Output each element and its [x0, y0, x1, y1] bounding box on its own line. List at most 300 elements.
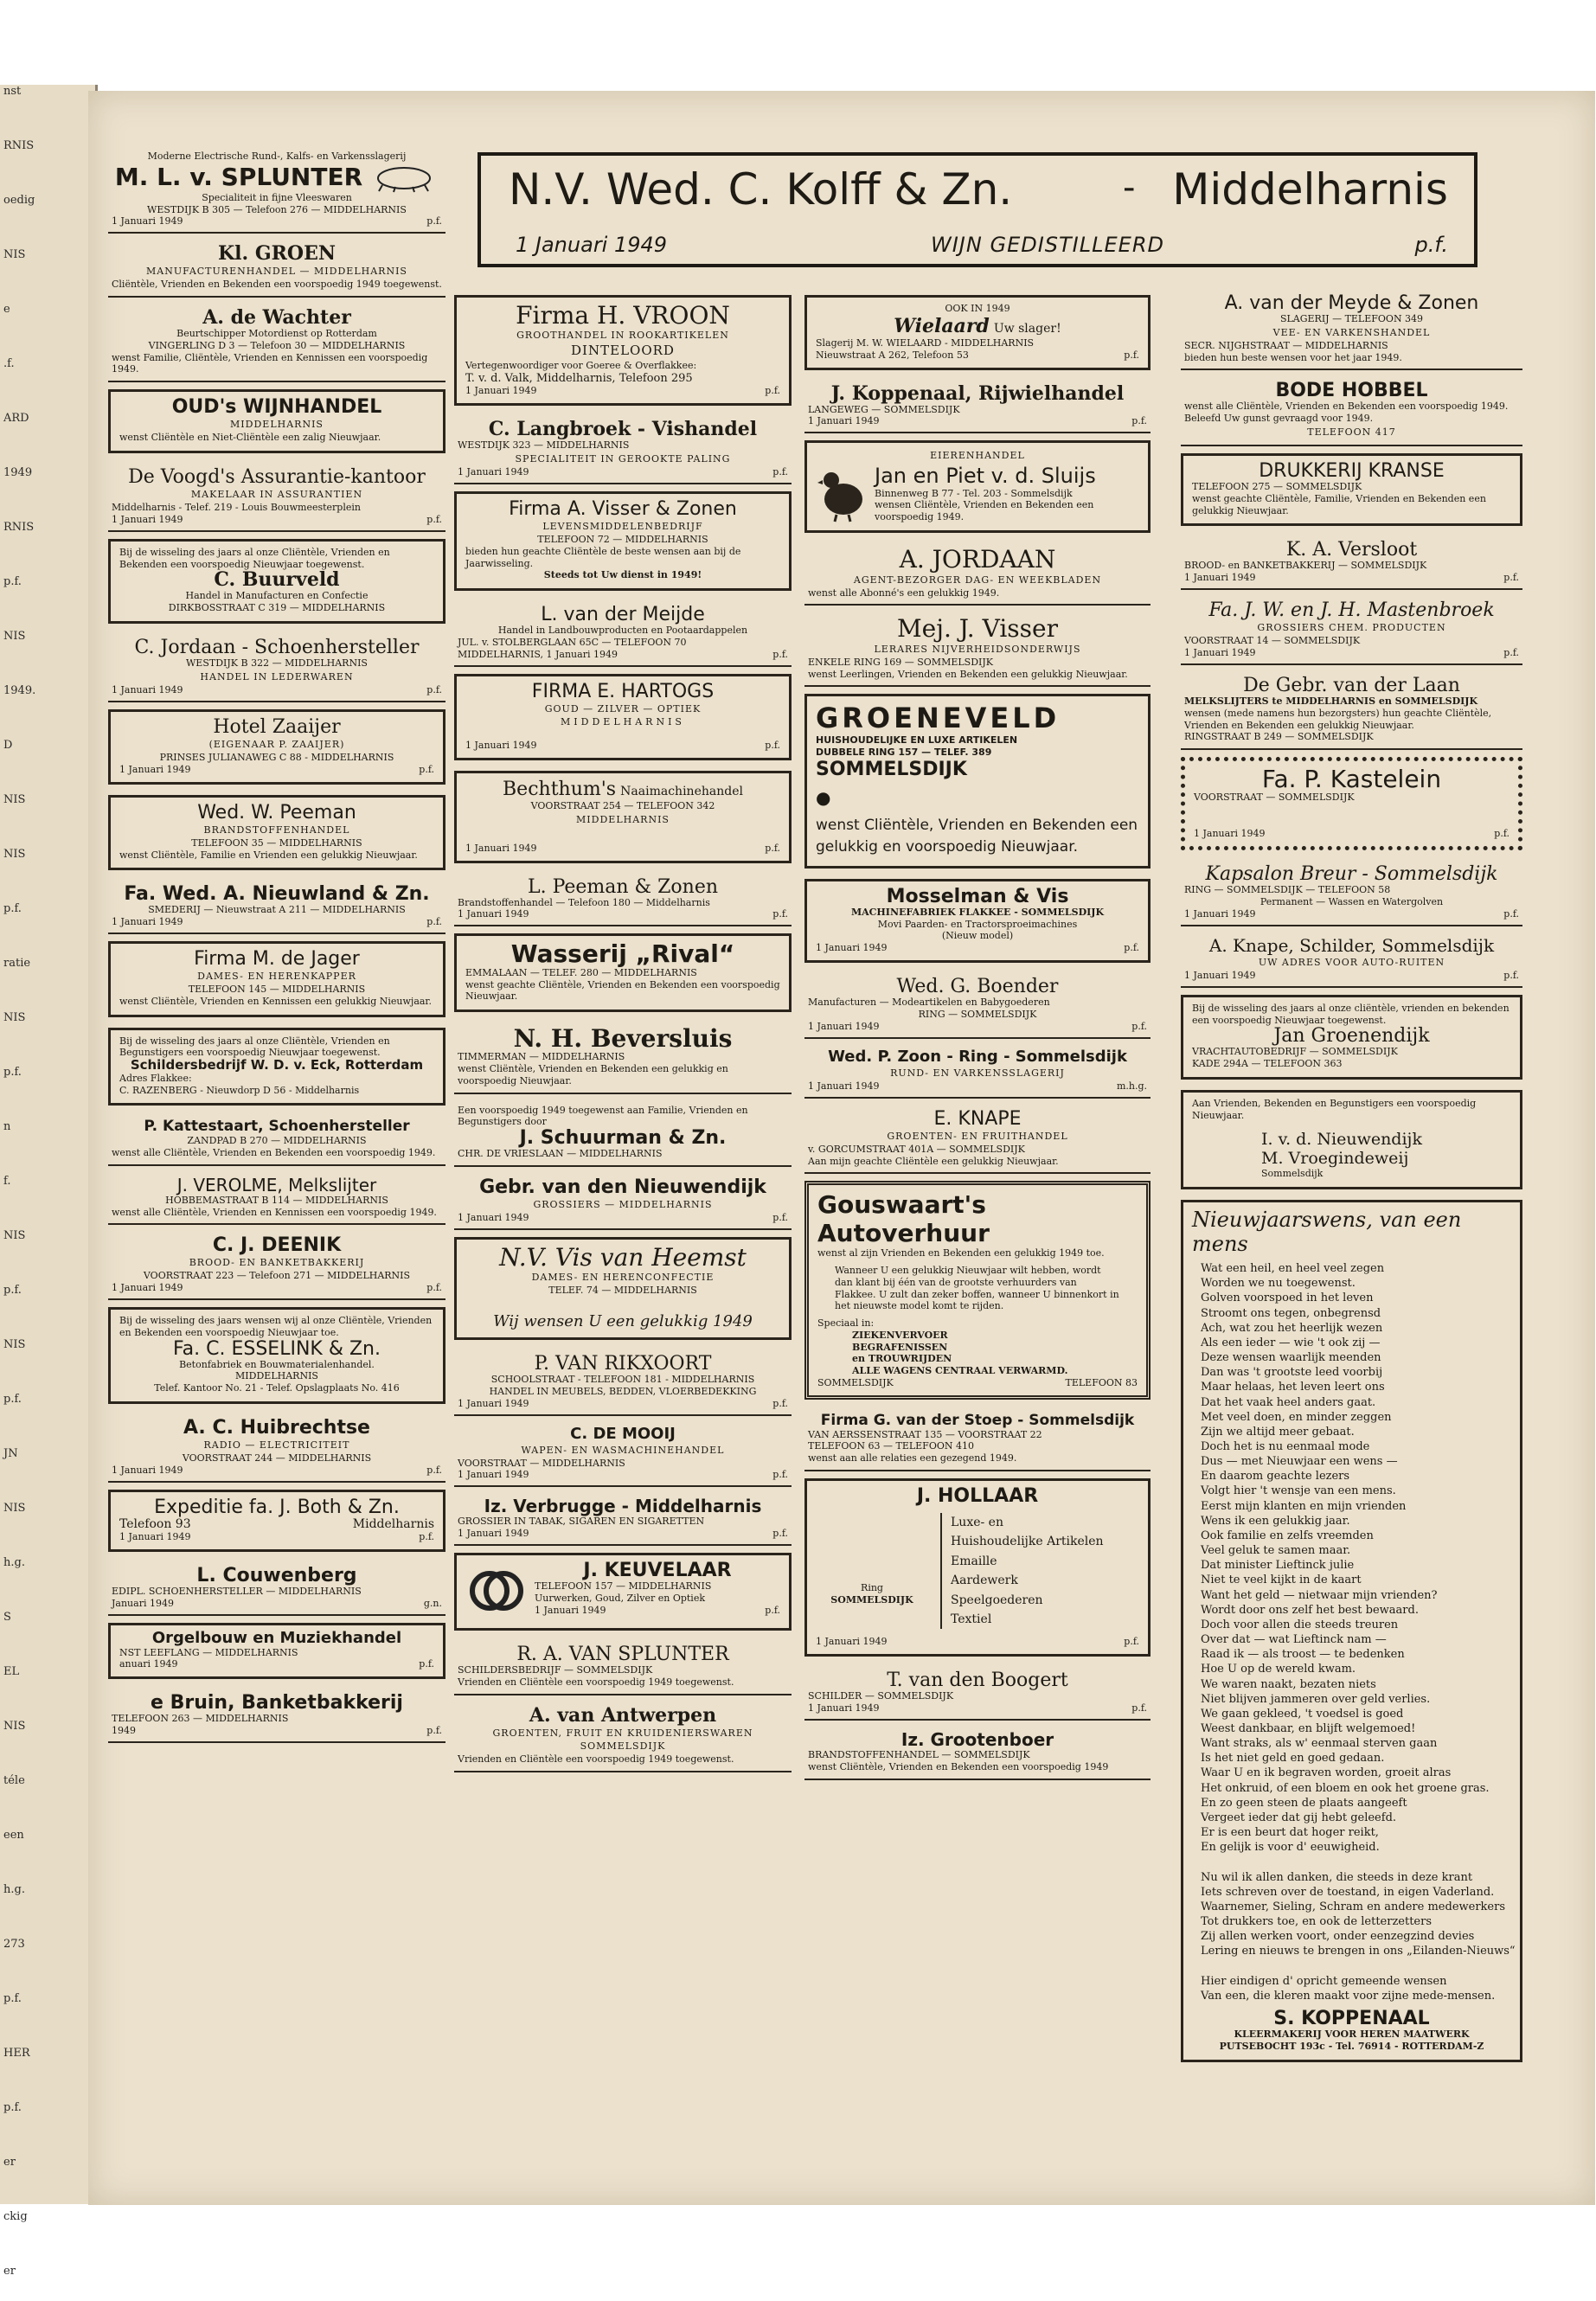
- ad-meijde: [454, 601, 792, 667]
- ad-sub: GROSSIERS — MIDDELHARNIS: [533, 1199, 713, 1211]
- ad-buurveld: [108, 539, 445, 624]
- ad-place: SOMMELSDIJK: [817, 1376, 894, 1388]
- ad-pf: p.f.: [1124, 349, 1139, 361]
- ad-name: Wielaard: [894, 314, 990, 337]
- ad-name: L. Peeman & Zonen: [527, 875, 719, 898]
- ad-sub: MANUFACTURENHANDEL — MIDDELHARNIS: [146, 266, 407, 278]
- ad-date: 1 Januari 1949: [458, 1397, 529, 1409]
- ad-text: Manufacturen — Modeartikelen en Babygoederen: [808, 997, 1050, 1009]
- ad-text: Ring: [861, 1581, 883, 1593]
- ad-breur: [1181, 861, 1522, 926]
- ad-text: ALLE WAGENS CENTRAAL VERWARMD.: [852, 1365, 1068, 1377]
- poem-line: Want straks, als w' eenmaal sterven gaan: [1201, 1737, 1438, 1751]
- ad-sub: EIERENHANDEL: [930, 450, 1025, 462]
- poem-line: Van een, die kleren maakt voor zijne mede-mensen.: [1201, 1989, 1496, 2003]
- ad-address: TELEFOON 417: [1307, 426, 1396, 438]
- ad-sub: DAMES- EN HERENKAPPER: [197, 971, 356, 983]
- poem-line: We gaan gekleed, 't voedsel is goed: [1201, 1707, 1404, 1721]
- prev-page-fragment: n: [3, 1120, 11, 1133]
- ad-address: BRANDSTOFFENHANDEL — SOMMELSDIJK: [808, 1749, 1030, 1761]
- ad-sub: RADIO — ELECTRICITEIT: [203, 1439, 350, 1452]
- ad-oud-wijnhandel: [108, 389, 445, 453]
- ad-text: Betonfabriek en Bouwmaterialenhandel.: [179, 1358, 375, 1370]
- ad-name: M. L. v. SPLUNTER: [114, 163, 363, 192]
- ad-date: 1 Januari 1949: [465, 385, 537, 397]
- prev-page-fragment: NIS: [3, 1229, 26, 1242]
- list-item: Speelgoederen: [951, 1593, 1043, 1607]
- prev-page-fragment: ratie: [3, 957, 31, 970]
- poem-line: Waarnemer, Sieling, Schram en andere medewerkers: [1201, 1900, 1506, 1913]
- ad-pf: m.h.g.: [1116, 1080, 1147, 1092]
- ad-address: WESTDIJK B 305 — Telefoon 276 — MIDDELHARNIS: [147, 203, 407, 215]
- ad-name: Fa. J. W. en J. H. Mastenbroek: [1208, 599, 1495, 622]
- ad-sub: GROSSIERS CHEM. PRODUCTEN: [1257, 622, 1446, 634]
- ad-pf: p.f.: [772, 1528, 788, 1540]
- ad-date: 1 Januari 1949: [458, 908, 529, 920]
- poem-line: Hier eindigen d' opricht gemeende wensen: [1201, 1974, 1447, 1988]
- ad-hollaar: [804, 1478, 1151, 1657]
- poem-line: Lering en nieuws te brengen in ons „Eilanden-Nieuws“: [1201, 1945, 1516, 1958]
- prev-page-fragment: f.: [3, 1175, 11, 1188]
- ad-name: A. de Wachter: [202, 306, 351, 330]
- prev-page-fragment: e: [3, 303, 10, 316]
- ad-name: Hotel Zaaijer: [213, 715, 341, 738]
- ad-name: Mej. J. Visser: [897, 614, 1058, 644]
- ad-text: T. v. d. Valk, Middelharnis, Telefoon 295: [465, 372, 693, 386]
- ad-address: SECR. NIJGHSTRAAT — MIDDELHARNIS: [1184, 339, 1388, 351]
- ad-text: Telefoon 93: [119, 1516, 191, 1531]
- ad-name: Fa. C. ESSELINK & Zn.: [173, 1337, 381, 1360]
- ad-date: 1 Januari 1949: [1184, 969, 1256, 981]
- ad-name: Jan en Piet v. d. Sluijs: [875, 463, 1096, 488]
- poem-line: Nu wil ik allen danken, die steeds in deze krant: [1201, 1870, 1473, 1884]
- ad-name: Kapsalon Breur - Sommelsdijk: [1205, 863, 1498, 886]
- ad-meyde: [1181, 290, 1522, 370]
- header-pf: p.f.: [1414, 233, 1448, 257]
- ad-date: 1 Januari 1949: [1184, 572, 1256, 584]
- prev-page-fragment: S: [3, 1611, 11, 1624]
- ad-place: SOMMELSDIJK: [580, 1740, 666, 1752]
- ad-name: Wed. G. Boender: [896, 976, 1059, 998]
- poem-line: Dat minister Lieftinck julie: [1201, 1559, 1355, 1573]
- ad-wachter: [108, 304, 445, 382]
- ad-text: wenst alle Cliëntèle, Vrienden en Bekenden een voorspoedig 1949.: [1184, 401, 1509, 413]
- ad-address: TELEFOON 72 — MIDDELHARNIS: [537, 534, 708, 546]
- ad-address: TELEFOON 145 — MIDDELHARNIS: [188, 984, 366, 996]
- ad-nieuwland: [108, 881, 445, 934]
- ad-sub: GROSSIER IN TABAK, SIGAREN EN SIGARETTEN: [458, 1516, 705, 1528]
- poem-line: Wordt door ons zelf het best bewaard.: [1201, 1603, 1419, 1617]
- ad-text: wenst Cliëntèle, Vrienden en Bekenden een gelukkig en voorspoedig Nieuwjaar.: [816, 816, 1138, 856]
- ad-date: 1 Januari 1949: [458, 1212, 529, 1224]
- prev-page-fragment: p.f.: [3, 1284, 22, 1297]
- ad-text: Bij de wisseling des jaars wensen wij al onze Cliëntèle, Vrienden en Bekenden een voorspoedig Nieuwjaar toe.: [119, 1315, 433, 1338]
- ad-sub: UW ADRES VOOR AUTO-RUITEN: [1258, 956, 1445, 968]
- prev-page-fragment: NIS: [3, 1338, 26, 1351]
- ad-text: MACHINEFABRIEK FLAKKEE - SOMMELSDIJK: [850, 906, 1105, 918]
- ad-bechthum: [454, 771, 792, 863]
- list-item: Textiel: [951, 1612, 992, 1626]
- poem-line: [1201, 1958, 1503, 1973]
- ad-date: 1 Januari 1949: [112, 513, 183, 525]
- hollaar-items: [940, 1513, 1104, 1629]
- list-item: Luxe- en: [951, 1515, 1003, 1529]
- ad-keuvelaar: [454, 1553, 792, 1631]
- ad-vroegindeweij: [1181, 1090, 1522, 1189]
- ad-name: GROENEVELD: [816, 702, 1061, 735]
- header-city: Middelharnis: [1172, 164, 1448, 215]
- ad-gebr-nieuwendijk: [454, 1174, 792, 1230]
- poem-line: En zo geen steen de plaats aangeeft: [1201, 1796, 1407, 1810]
- poem-line: Als een ieder — wie 't ook zij —: [1201, 1336, 1381, 1349]
- ad-text: Adres Flakkee:: [119, 1072, 192, 1084]
- prev-page-fragment: p.f.: [3, 1393, 22, 1406]
- ad-pf: p.f.: [1124, 1636, 1139, 1648]
- prev-page-fragment: p.f.: [3, 1066, 22, 1079]
- ad-date: 1 Januari 1949: [816, 1636, 888, 1648]
- ad-name: Wed. P. Zoon - Ring - Sommelsdijk: [828, 1047, 1127, 1066]
- ad-address: WESTDIJK 323 — MIDDELHARNIS: [458, 439, 630, 452]
- ad-name: FIRMA E. HARTOGS: [531, 680, 715, 702]
- poem-line: Zij allen werken voort, onder eenzegzind devies: [1201, 1930, 1475, 1944]
- ad-address: VRACHTAUTOBEDRIJF — SOMMELSDIJK: [1192, 1046, 1398, 1058]
- ad-sub: LEVENSMIDDELENBEDRIJF: [542, 521, 703, 533]
- ad-sub: LERARES NIJVERHEIDSONDERWIJS: [874, 643, 1081, 655]
- ad-laan: [1181, 672, 1522, 750]
- ad-name: I. v. d. Nieuwendijk: [1261, 1130, 1422, 1150]
- poem-line: Is het niet geld en goed gedaan.: [1201, 1752, 1385, 1766]
- ad-date: 1 Januari 1949: [1194, 828, 1266, 840]
- ad-pf: p.f.: [1131, 415, 1147, 427]
- prev-page-fragment: NIS: [3, 248, 26, 261]
- ad-pf: p.f.: [772, 648, 788, 660]
- ad-voogd: [108, 464, 445, 532]
- ad-gouswaart: [804, 1181, 1151, 1400]
- ad-name: K. A. Versloot: [1285, 539, 1418, 561]
- ad-pf: p.f.: [1124, 942, 1139, 954]
- ad-address: Middelharnis - Telef. 219 - Louis Bouwmeesterplein: [112, 502, 361, 514]
- ad-address: CHR. DE VRIESLAAN — MIDDELHARNIS: [458, 1148, 663, 1160]
- ad-pf: p.f.: [1503, 969, 1519, 981]
- ad-text: en TROUWRIJDEN: [852, 1353, 952, 1365]
- ad-address: HOBBEMASTRAAT B 114 — MIDDELHARNIS: [165, 1194, 388, 1206]
- ad-text: Bij de wisseling des jaars al onze Cliëntèle, Vrienden en Bekenden een voorspoedig Nieuwjaar toegewenst.: [119, 546, 390, 570]
- ad-address: TELEFOON 83: [1065, 1376, 1138, 1388]
- ad-name: Firma H. VROON: [516, 301, 730, 330]
- poem-title: Nieuwjaarswens, van een mens: [1192, 1208, 1462, 1257]
- header-tagline: WIJN GEDISTILLEERD: [931, 233, 1164, 257]
- ad-hartogs: [454, 674, 792, 760]
- prev-page-fragment: p.f.: [3, 2101, 22, 2114]
- ad-pf: p.f.: [419, 763, 434, 775]
- ad-name: Iz. Verbrugge - Middelharnis: [484, 1496, 762, 1517]
- ad-text: Moderne Electrische Rund-, Kalfs- en Varkensslagerij: [147, 151, 407, 162]
- ad-pf: p.f.: [765, 385, 780, 397]
- ad-text: wenst geachte Cliëntèle, Familie, Vrienden en Bekenden een gelukkig Nieuwjaar.: [1192, 492, 1486, 516]
- ad-sub: WAPEN- EN WASMACHINEHANDEL: [521, 1444, 725, 1456]
- ad-text: Bij de wisseling des jaars al onze Cliëntèle, Vrienden en Begunstigers een voorspoedig Nieuwjaar toegewenst.: [119, 1035, 390, 1059]
- ad-date: 1 Januari 1949: [808, 1080, 880, 1092]
- ad-pf: p.f.: [1494, 828, 1509, 840]
- ad-name: R. A. VAN SPLUNTER: [516, 1644, 729, 1666]
- ad-text: ZIEKENVERVOER: [852, 1329, 948, 1341]
- ad-sub: HANDEL IN LEDERWAREN: [200, 670, 354, 683]
- ad-pf: p.f.: [1503, 907, 1519, 920]
- ad-sub: SPECIALITEIT IN GEROOKTE PALING: [515, 452, 731, 465]
- ad-text: wenst alle Abonné's een gelukkig 1949.: [808, 586, 1000, 599]
- ad-date: 1 Januari 1949: [119, 1530, 191, 1542]
- ad-text: bieden hun beste wensen voor het jaar 1949.: [1184, 351, 1402, 363]
- ad-verolme: [108, 1173, 445, 1226]
- ad-text: MELKSLIJTERS te MIDDELHARNIS en SOMMELSDIJK: [1184, 695, 1478, 708]
- ad-address: VINGERLING D 3 — Telefoon 30 — MIDDELHARNIS: [148, 339, 406, 351]
- ad-pf: p.f.: [1503, 646, 1519, 658]
- ad-place: DINTELOORD: [571, 343, 675, 359]
- ad-name: Gebr. van den Nieuwendijk: [479, 1176, 766, 1198]
- ad-text: Vrienden en Cliëntèle een voorspoedig 1949 toegewenst.: [458, 1753, 734, 1765]
- ad-name: T. van den Boogert: [887, 1670, 1068, 1692]
- poem-line: Vergeet ieder dat gij hebt geleefd.: [1201, 1811, 1397, 1824]
- ad-both: [108, 1490, 445, 1552]
- prev-page-fragment: D: [3, 739, 13, 752]
- ad-text: Uw slager!: [993, 321, 1061, 336]
- ad-date: 1 Januari 1949: [808, 1702, 880, 1715]
- prev-page-fragment: téle: [3, 1774, 25, 1787]
- poem-line: Hoe U op de wereld kwam.: [1201, 1663, 1356, 1676]
- prev-page-fragment: RNIS: [3, 521, 35, 534]
- ad-address: TELEFOON 35 — MIDDELHARNIS: [191, 836, 362, 849]
- ad-vroon: [454, 295, 792, 406]
- prev-page-fragment: p.f.: [3, 1992, 22, 2005]
- poem-line: Eerst mijn klanten en mijn vrienden: [1201, 1499, 1407, 1513]
- ad-name: Firma A. Visser & Zonen: [509, 497, 737, 520]
- ad-name: C. Buurveld: [214, 568, 340, 592]
- ad-text: wensen Cliëntèle, Vrienden en Bekenden een voorspoedig 1949.: [875, 499, 1094, 523]
- ad-address: EMMALAAN — TELEF. 280 — MIDDELHARNIS: [465, 966, 697, 978]
- ad-address: C. RAZENBERG - Nieuwdorp D 56 - Middelharnis: [119, 1084, 360, 1096]
- poem-line: Wens ik een gelukkig jaar.: [1201, 1514, 1350, 1528]
- ad-text: Een voorspoedig 1949 toegewenst aan Familie, Vrienden en Begunstigers door: [458, 1104, 748, 1128]
- ad-peeman: [108, 795, 445, 871]
- ad-e-knape: [804, 1106, 1151, 1175]
- ad-pf: p.f.: [426, 1725, 442, 1737]
- prev-page-fragment: NIS: [3, 1011, 26, 1024]
- ad-text: wenst geachte Cliëntèle, Vrienden en Bekenden een voorspoedig Nieuwjaar.: [465, 978, 780, 1003]
- poem-line: Over dat — wat Lieftinck nam —: [1201, 1633, 1387, 1647]
- ad-address: VAN AERSSENSTRAAT 135 — VOORSTRAAT 22: [808, 1428, 1042, 1440]
- ad-visser: [454, 491, 792, 591]
- ad-pf: p.f.: [426, 513, 442, 525]
- ad-date: 1 Januari 1949: [119, 763, 191, 775]
- prev-page-fragment: 1949.: [3, 684, 36, 697]
- ad-name: S. KOPPENAAL: [1273, 2007, 1430, 2029]
- ad-pf: p.f.: [426, 1282, 442, 1294]
- ad-text: Bij de wisseling des jaars al onze cliëntèle, vrienden en bekenden een voorspoedig Nieuwjaar toegewenst.: [1192, 1002, 1509, 1026]
- ad-name: N.V. Vis van Heemst: [499, 1243, 747, 1272]
- poem-line: Weest dankbaar, en blijft welgemoed!: [1201, 1721, 1416, 1735]
- ad-name: Jan Groenendijk: [1273, 1025, 1430, 1048]
- poem-line: Stroomt ons tegen, onbegrensd: [1201, 1306, 1381, 1320]
- ad-pf: p.f.: [426, 683, 442, 695]
- ad-langbroek: [454, 416, 792, 484]
- ad-koppenaal-poem: [1181, 1200, 1522, 2061]
- ad-name: C. DE MOOIJ: [570, 1424, 676, 1443]
- ad-name: Orgelbouw en Muziekhandel: [151, 1628, 402, 1647]
- ad-name: C. Jordaan - Schoenhersteller: [134, 636, 420, 658]
- ad-address: TELEFOON 157 — MIDDELHARNIS: [535, 1580, 712, 1593]
- prev-page-fragment: JN: [3, 1447, 18, 1460]
- ad-boogert: [804, 1667, 1151, 1721]
- poem-line: Wat een heil, en heel veel zegen: [1201, 1262, 1385, 1276]
- ad-date: 1 Januari 1949: [1184, 646, 1256, 658]
- ad-sub: DAMES- EN HERENCONFECTIE: [531, 1272, 715, 1284]
- ad-place: MIDDELHARNIS: [561, 715, 685, 727]
- ad-pf: p.f.: [772, 1397, 788, 1409]
- prev-page-fragment: oedig: [3, 194, 35, 207]
- ad-groeneveld: [804, 694, 1151, 868]
- poem-line: Raad ik — als troost — te bedenken: [1201, 1648, 1405, 1662]
- ad-text: Permanent — Wassen en Watergolven: [1259, 896, 1444, 908]
- ad-jordaan: [108, 634, 445, 702]
- ad-name: Wasserij „Rival“: [510, 939, 735, 969]
- prev-page-fragment: er: [3, 2265, 16, 2278]
- ad-date: 1 Januari 1949: [112, 916, 183, 928]
- ad-text: wenst Cliëntèle en Niet-Cliëntèle een zalig Nieuwjaar.: [119, 432, 381, 444]
- ad-pf: p.f.: [765, 739, 780, 751]
- prev-page-fragment: .f.: [3, 357, 15, 370]
- ad-name: A. van Antwerpen: [529, 1703, 717, 1727]
- ad-address: ENKELE RING 169 — SOMMELSDIJK: [808, 656, 994, 668]
- chicken-icon: [816, 463, 868, 523]
- ad-kranse: [1181, 453, 1522, 526]
- ad-name: Firma G. van der Stoep - Sommelsdijk: [820, 1411, 1135, 1429]
- prev-page-fragment: NIS: [3, 793, 26, 806]
- poem-line: Zijn we altijd meer gebaat.: [1201, 1425, 1355, 1439]
- ad-name: J. HOLLAAR: [916, 1484, 1039, 1507]
- ad-address: SLAGERIJ — TELEFOON 349: [1279, 313, 1424, 325]
- poem-line: Veel geluk te samen maar.: [1201, 1544, 1351, 1558]
- ad-place: SOMMELSDIJK: [830, 1593, 913, 1606]
- header-date: 1 Januari 1949: [516, 233, 668, 257]
- ad-name: A. van der Meyde & Zonen: [1224, 292, 1479, 314]
- ad-name: Kl. GROEN: [218, 242, 336, 266]
- ad-address: VOORSTRAAT — MIDDELHARNIS: [458, 1457, 625, 1469]
- ad-esselink: [108, 1307, 445, 1404]
- ad-text: wenst alle Cliëntèle, Vrienden en Kennissen een voorspoedig 1949.: [112, 1206, 437, 1218]
- ad-groen: [108, 240, 445, 298]
- ad-rival: [454, 933, 792, 1012]
- ad-date: 1 Januari 1949: [1184, 907, 1256, 920]
- ad-sub: GROENTEN- EN FRUITHANDEL: [887, 1130, 1068, 1142]
- ad-address: KADE 294A — TELEFOON 363: [1192, 1058, 1343, 1070]
- ad-a-knape: [1181, 933, 1522, 988]
- ad-date: 1 Januari 1949: [458, 1469, 529, 1481]
- ad-text: bieden hun geachte Cliëntèle de beste wensen aan bij de Jaarwisseling.: [465, 545, 741, 569]
- ad-address: VOORSTRAAT 254 — TELEFOON 342: [530, 799, 715, 811]
- ad-jordaan-agent: [804, 543, 1151, 606]
- ad-name: C. Langbroek - Vishandel: [488, 418, 758, 441]
- ad-address: SCHILDERSBEDRIJF — SOMMELSDIJK: [458, 1664, 653, 1676]
- poem-line: Dan was 't grootste leed voorbij: [1201, 1366, 1383, 1380]
- column-1: [108, 147, 445, 1750]
- prev-page-fragment: h.g.: [3, 1556, 25, 1569]
- ad-zoon: [804, 1046, 1151, 1099]
- ad-text: wenst Cliëntèle, Vrienden en Bekenden een gelukkig en voorspoedig Nieuwjaar.: [458, 1063, 728, 1086]
- ad-text: Slagerij M. W. WIELAARD - MIDDELHARNIS: [816, 336, 1035, 349]
- ad-address: EDIPL. SCHOENHERSTELLER — MIDDELHARNIS: [112, 1586, 362, 1597]
- prev-page-fragment: RNIS: [3, 139, 35, 152]
- prev-page-fragment: ckig: [3, 2210, 28, 2223]
- poem-line: Dat het vaak heel anders gaat.: [1201, 1395, 1376, 1409]
- column-3: [804, 290, 1151, 1787]
- ad-text: (Nieuw model): [941, 930, 1014, 942]
- ad-text: wenst al zijn Vrienden en Bekenden een gelukkig 1949 toe.: [817, 1247, 1105, 1259]
- ad-name: DRUKKERIJ KRANSE: [1259, 459, 1445, 482]
- ad-name: Iz. Grootenboer: [901, 1729, 1054, 1751]
- ad-date: 1 Januari 1949: [112, 683, 183, 695]
- ad-address: Nieuwstraat A 262, Telefoon 53: [816, 349, 969, 361]
- ad-name: L. van der Meijde: [541, 604, 705, 626]
- ad-address: TIMMERMAN — MIDDELHARNIS: [458, 1051, 625, 1063]
- ad-splunter: [108, 147, 445, 234]
- ad-name: e Bruin, Banketbakkerij: [151, 1692, 403, 1715]
- ad-text: Middelharnis: [352, 1516, 434, 1531]
- ad-address: TELEFOON 263 — MIDDELHARNIS: [112, 1713, 289, 1725]
- ad-address: RINGSTRAAT B 249 — SOMMELSDIJK: [1184, 731, 1374, 743]
- ad-date: 1 Januari 1949: [808, 1020, 880, 1032]
- ad-text: Cliëntèle, Vrienden en Bekenden een voorspoedig 1949 toegewenst.: [112, 279, 442, 291]
- ad-text: Beurtschipper Motordienst op Rotterdam: [176, 328, 377, 340]
- ad-date: anuari 1949: [119, 1658, 178, 1670]
- poem-line: [1201, 1855, 1503, 1869]
- poem-line: Niet blijven jammeren over geld verlies.: [1201, 1692, 1431, 1706]
- ad-date: 1 Januari 1949: [816, 942, 888, 954]
- ad-text: wenst aan alle relaties een gezegend 1949.: [808, 1452, 1017, 1465]
- ad-pf: p.f.: [765, 1604, 780, 1616]
- ad-address: DIRKBOSSTRAAT C 319 — MIDDELHARNIS: [168, 602, 386, 614]
- ad-text: wensen (mede namens hun bezorgsters) hun geachte Cliëntèle, Vrienden en Bekenden een gelukkig Nieuwjaar.: [1184, 707, 1492, 731]
- poem-line: Ook familie en zelfs vreemden: [1201, 1529, 1374, 1542]
- ad-kattestaart: [108, 1116, 445, 1165]
- ad-address: TELEF. 74 — MIDDELHARNIS: [548, 1285, 697, 1297]
- ad-name: Firma M. de Jager: [194, 948, 360, 971]
- ad-text: Beleefd Uw gunst gevraagd voor 1949.: [1184, 413, 1374, 425]
- ad-deenik: [108, 1232, 445, 1300]
- ad-address: DUBBELE RING 157 — TELEF. 389: [816, 747, 992, 759]
- prev-page-fragment: EL: [3, 1665, 20, 1678]
- ad-huibrechtse: [108, 1414, 445, 1483]
- bullet-icon: ●: [816, 786, 831, 808]
- ad-pf: p.f.: [1503, 572, 1519, 584]
- ad-address: Brandstoffenhandel — Telefoon 180 — Middelharnis: [458, 896, 710, 908]
- ad-pf: p.f.: [772, 1212, 788, 1224]
- poem-line: Want het geld — nietwaar mijn vrienden?: [1201, 1588, 1438, 1602]
- poem-line: Ach, wat zou het heerlijk wezen: [1201, 1321, 1383, 1335]
- poem-line: En daarom geachte lezers: [1201, 1470, 1350, 1484]
- ad-name: OUD's WIJNHANDEL: [171, 396, 382, 419]
- poem-line: Dus — met Nieuwjaar een wens —: [1201, 1455, 1398, 1469]
- ad-pf: p.f.: [419, 1658, 434, 1670]
- prev-page-fragment: p.f.: [3, 575, 22, 588]
- ad-sub: MIDDELHARNIS: [230, 419, 324, 431]
- ad-peeman-zonen: [454, 874, 792, 927]
- ad-sluijs: [804, 440, 1151, 533]
- ad-name: De Gebr. van der Laan: [1243, 674, 1460, 696]
- ad-jager: [108, 941, 445, 1017]
- ad-pf: p.f.: [1131, 1702, 1147, 1715]
- ad-bode-hobbel: [1181, 377, 1522, 446]
- ad-name: Schildersbedrijf W. D. v. Eck, Rotterdam: [130, 1057, 424, 1074]
